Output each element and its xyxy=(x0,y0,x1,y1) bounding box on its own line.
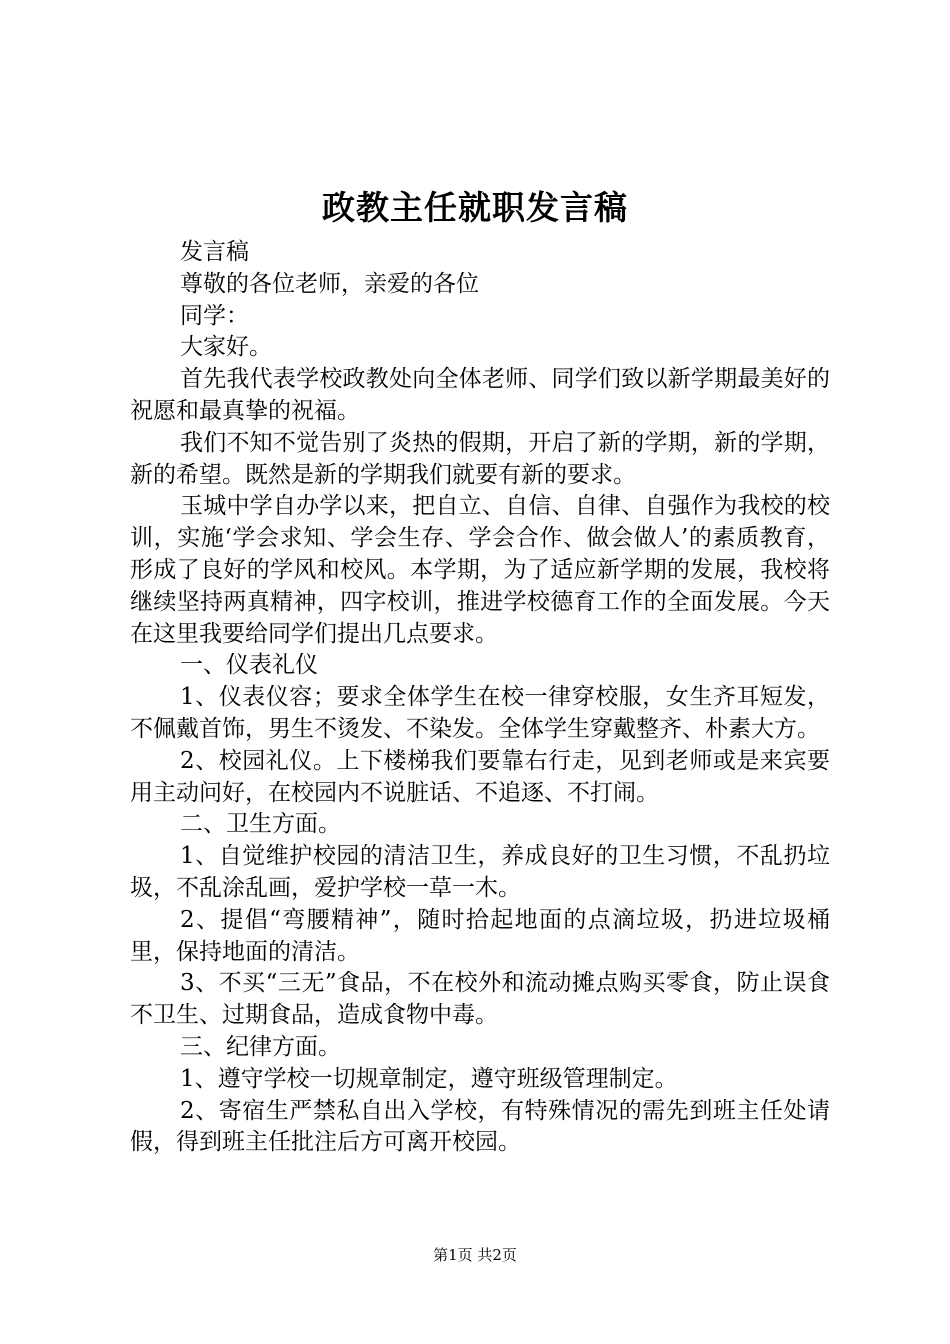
paragraph: 3、不买“三无”食品，不在校外和流动摊点购买零食，防止误食不卫生、过期食品，造成食物中毒。 xyxy=(130,970,830,1029)
paragraph: 玉城中学自办学以来，把自立、自信、自律、自强作为我校的校训，实施‘学会求知、学会生存、学会合作、做会做人’的素质教育，形成了良好的学风和校风。本学期，为了适应新学期的发展，我校将继续坚持两真精神，四字校训，推进学校德育工作的全面发展。今天在这里我要给同学们提出几点要求。 xyxy=(130,493,830,647)
paragraph: 1、自觉维护校园的清洁卫生，养成良好的卫生习惯，不乱扔垃圾，不乱涂乱画，爱护学校一草一木。 xyxy=(130,843,830,901)
paragraph: 2、校园礼仪。上下楼梯我们要靠右行走，见到老师或是来宾要用主动问好，在校园内不说脏话、不追逐、不打闹。 xyxy=(130,747,830,806)
document-title: 政教主任就职发言稿 xyxy=(322,188,628,227)
paragraph: 同学： xyxy=(180,302,249,329)
page-number-footer: 第1页 共2页 xyxy=(433,1246,517,1264)
paragraph: 三、纪律方面。 xyxy=(180,1033,341,1060)
paragraph: 大家好。 xyxy=(180,334,272,361)
paragraph: 我们不知不觉告别了炎热的假期，开启了新的学期，新的学期，新的希望。既然是新的学期我们就要有新的要求。 xyxy=(130,429,830,488)
paragraph: 二、卫生方面。 xyxy=(180,811,341,838)
paragraph: 首先我代表学校政教处向全体老师、同学们致以新学期最美好的祝愿和最真挚的祝福。 xyxy=(130,366,830,424)
paragraph: 1、遵守学校一切规章制定，遵守班级管理制定。 xyxy=(180,1065,678,1092)
paragraph: 一、仪表礼仪 xyxy=(180,652,318,679)
document-body xyxy=(130,237,830,1159)
paragraph: 发言稿 xyxy=(180,239,249,265)
paragraph: 2、提倡“弯腰精神”，随时拾起地面的点滴垃圾，扔进垃圾桶里，保持地面的清洁。 xyxy=(130,906,830,965)
paragraph: 2、寄宿生严禁私自出入学校，有特殊情况的需先到班主任处请假，得到班主任批注后方可离开校园。 xyxy=(130,1097,830,1156)
paragraph: 1、仪表仪容；要求全体学生在校一律穿校服，女生齐耳短发，不佩戴首饰，男生不烫发、不染发。全体学生穿戴整齐、朴素大方。 xyxy=(130,684,830,742)
paragraph: 尊敬的各位老师，亲爱的各位 xyxy=(180,270,479,297)
